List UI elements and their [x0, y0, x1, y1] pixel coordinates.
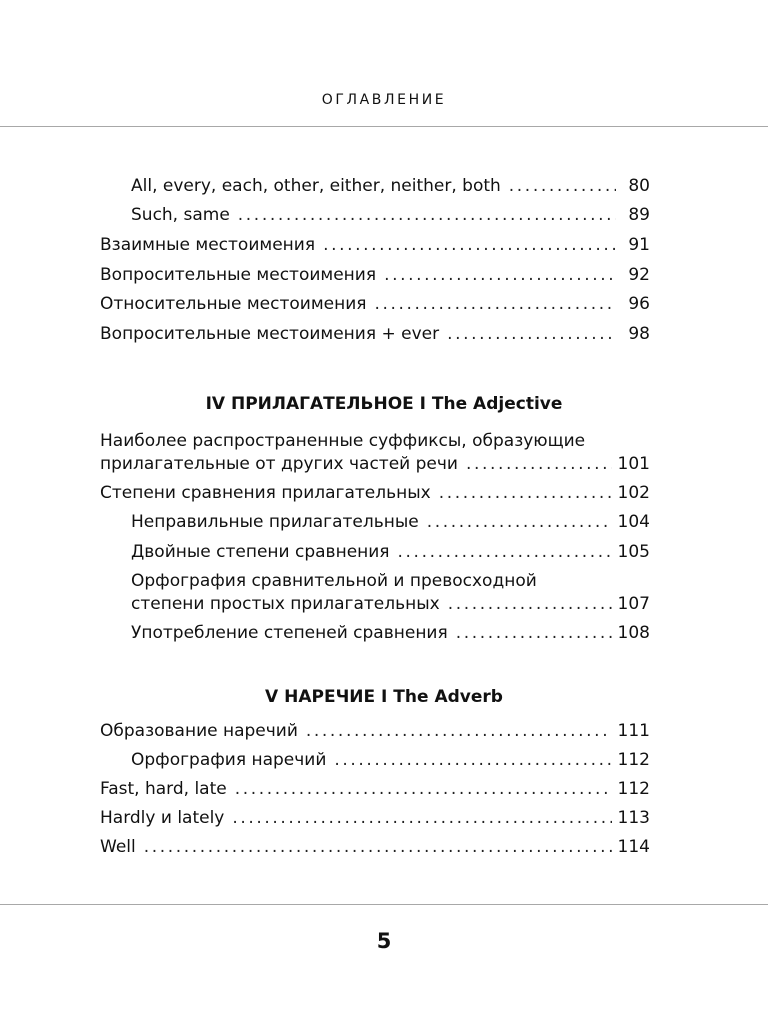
- toc-entry[interactable]: [100, 720, 650, 742]
- toc-entry[interactable]: [131, 622, 650, 644]
- toc-entry-label: Употребление степеней сравнения: [131, 623, 448, 643]
- section-heading-adjective: IV ПРИЛАГАТЕЛЬНОЕ I The Adjective: [205, 394, 563, 414]
- dot-leader: [334, 749, 611, 771]
- toc-entry-label: Относительные местоимения: [100, 294, 367, 314]
- toc-entry[interactable]: [131, 511, 650, 533]
- toc-entry-page: 91: [628, 235, 650, 255]
- dot-leader: [235, 778, 612, 800]
- dot-leader: [456, 622, 612, 644]
- toc-entry-label: Hardly и lately: [100, 808, 225, 828]
- toc-entry-label: Неправильные прилагательные: [131, 512, 419, 532]
- dot-leader: [375, 293, 617, 315]
- toc-entry[interactable]: [100, 293, 650, 315]
- dot-leader: [427, 511, 612, 533]
- dot-leader: [144, 836, 612, 858]
- toc-entry-page: 112: [617, 750, 650, 770]
- toc-entry-label: степени простых прилагательных: [131, 594, 440, 614]
- dot-leader: [232, 807, 611, 829]
- footer-divider: [0, 904, 768, 905]
- header-divider: [0, 126, 768, 127]
- toc-entry-page: 107: [617, 594, 650, 614]
- toc-entry[interactable]: [131, 570, 650, 615]
- dot-leader: [447, 323, 616, 345]
- toc-entry[interactable]: [100, 323, 650, 345]
- dot-leader: [466, 453, 612, 475]
- toc-entry-label: Fast, hard, late: [100, 779, 227, 799]
- toc-entry[interactable]: [131, 204, 650, 226]
- toc-entry-label: Орфография наречий: [131, 750, 327, 770]
- dot-leader: [306, 720, 612, 742]
- toc-entry-page: 101: [617, 454, 650, 474]
- toc-entry-page: 104: [617, 512, 650, 532]
- toc-entry-page: 89: [628, 205, 650, 225]
- toc-entry-label: прилагательные от других частей речи: [100, 454, 458, 474]
- toc-entry[interactable]: [131, 541, 650, 563]
- toc-entry-page: 111: [617, 721, 650, 741]
- toc-entry-label: Вопросительные местоимения + ever: [100, 324, 440, 344]
- toc-entry-label: Such, same: [131, 205, 230, 225]
- toc-entry[interactable]: [100, 430, 650, 475]
- dot-leader: [439, 482, 612, 504]
- toc-entry-label: Вопросительные местоимения: [100, 265, 377, 285]
- toc-entry-label: Well: [100, 837, 136, 857]
- toc-entry-page: 96: [628, 294, 650, 314]
- page-title: ОГЛАВЛЕНИЕ: [321, 92, 447, 108]
- toc-entry-page: 108: [617, 623, 650, 643]
- dot-leader: [448, 593, 612, 615]
- toc-entry-page: 102: [617, 483, 650, 503]
- toc-entry-label-line1: Орфография сравнительной и превосходной: [131, 571, 537, 591]
- toc-entry-page: 105: [617, 542, 650, 562]
- toc-entry[interactable]: [131, 749, 650, 771]
- toc-entry-label-line1: Наиболее распространенные суффиксы, образующие: [100, 431, 586, 451]
- dot-leader: [323, 234, 616, 256]
- page-number: 5: [376, 929, 392, 953]
- toc-entry-page: 92: [628, 265, 650, 285]
- toc-entry-label: All, every, each, other, either, neither, both: [131, 176, 501, 196]
- toc-entry[interactable]: [100, 778, 650, 800]
- toc-entry-page: 98: [628, 324, 650, 344]
- toc-entry[interactable]: [131, 175, 650, 197]
- toc-entry-page: 113: [617, 808, 650, 828]
- dot-leader: [238, 204, 616, 226]
- toc-entry-page: 114: [617, 837, 650, 857]
- section-heading-adverb: V НАРЕЧИЕ I The Adverb: [265, 687, 503, 707]
- dot-leader: [398, 541, 612, 563]
- toc-entry[interactable]: [100, 836, 650, 858]
- toc-entry-label: Образование наречий: [100, 721, 298, 741]
- toc-entry[interactable]: [100, 264, 650, 286]
- dot-leader: [384, 264, 616, 286]
- toc-entry[interactable]: [100, 482, 650, 504]
- toc-entry-page: 80: [628, 176, 650, 196]
- toc-entry-label: Взаимные местоимения: [100, 235, 316, 255]
- toc-entry-page: 112: [617, 779, 650, 799]
- toc-entry[interactable]: [100, 234, 650, 256]
- toc-entry[interactable]: [100, 807, 650, 829]
- toc-entry-label: Степени сравнения прилагательных: [100, 483, 431, 503]
- toc-entry-label: Двойные степени сравнения: [131, 542, 390, 562]
- dot-leader: [509, 175, 616, 197]
